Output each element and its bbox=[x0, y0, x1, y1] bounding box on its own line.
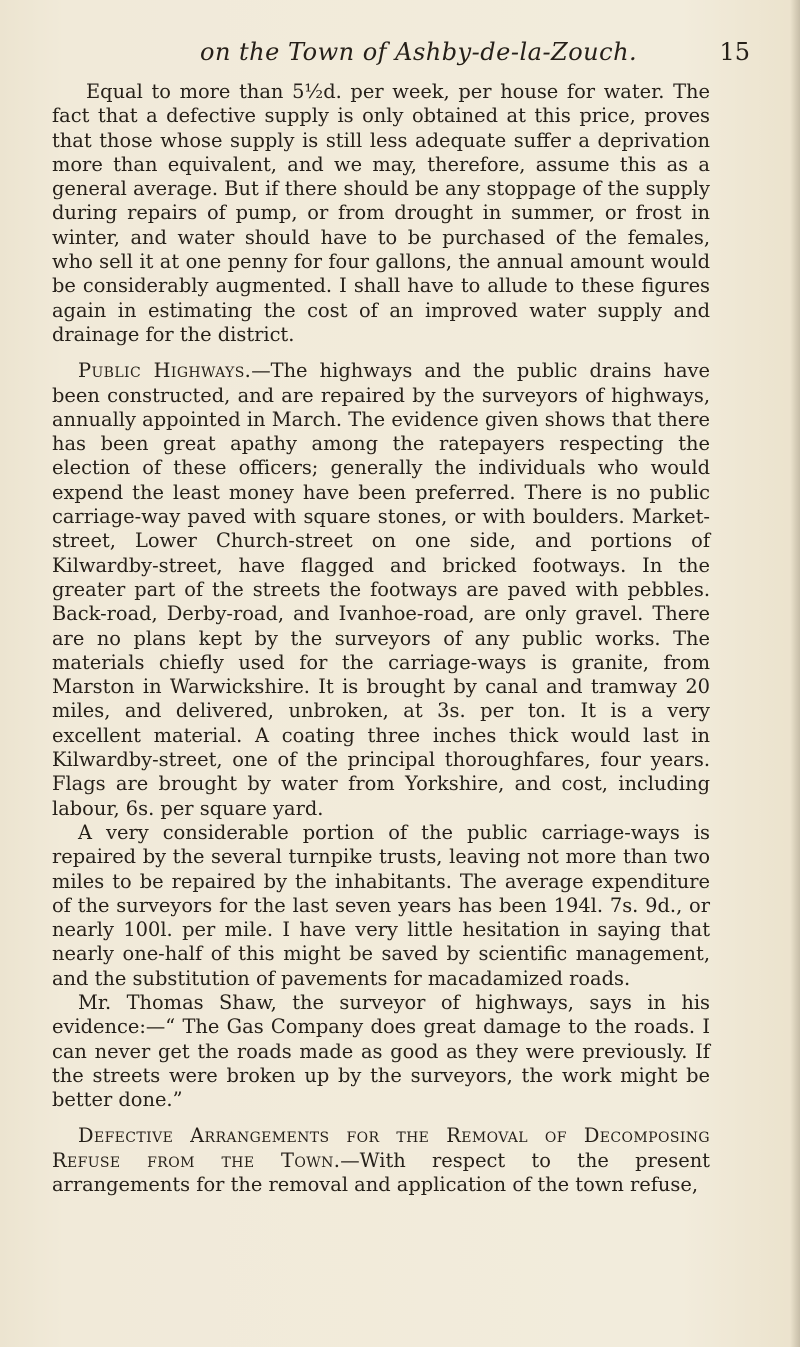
page-edge-shadow bbox=[790, 0, 800, 1347]
paragraph-text: Equal to more than 5½d. per week, per house for water. The fact that a defective supply is only obtained at this price, proves that those whose supply is still less adequate suffer a deprivation more than equivalent, and we may, therefore, assume this as a general average. But if there should be any stoppage of the supply during repairs of pump, or from drought in summer, or frost in winter, and water should have to be purchased of the females, who sell it at one penny for four gallons, the annual amount would be considerably augmented. I shall have to allude to these figures again in estimating the cost of an improved water supply and drainage for the district. bbox=[52, 80, 710, 346]
paragraph-shaw-evidence bbox=[52, 991, 710, 1112]
page-header bbox=[50, 30, 750, 70]
paragraph-refuse-removal bbox=[52, 1124, 710, 1197]
paragraph-text: Mr. Thomas Shaw, the surveyor of highways, says in his evidence:—“ The Gas Company does great damage to the roads. I can never get the roads made as good as they were previously. If the streets were broken up by the surveyors, the work might be better done.” bbox=[52, 990, 710, 1112]
paragraph-public-highways bbox=[52, 359, 710, 821]
paragraph-text: A very considerable portion of the public carriage-ways is repaired by the several turnpike trusts, leaving not more than two miles to be repaired by the inhabitants. The average expenditure of the surveyors for the last seven years has been 194l. 7s. 9d., or nearly 100l. per mile. I have very little hesitation in saying that nearly one-half of this might be saved by scientific management, and the substitution of pavements for macadamized roads. bbox=[52, 820, 710, 990]
running-title: on the Town of Ashby-de-la-Zouch. bbox=[200, 38, 638, 66]
body-text bbox=[52, 80, 710, 1197]
paragraph-text: —The highways and the public drains have been constructed, and are repaired by the surveyors of highways, annually appointed in March. The evidence given shows that there has been great apathy among the ratepayers respecting the election of these officers; generally the individuals who would expend the least money have been preferred. There is no public carriage-way paved with square stones, or with boulders. Market-street, Lower Church-street on one side, and portions of Kilwardby-street, have flagged and bricked footways. In the greater part of the streets the footways are paved with pebbles. Back-road, Derby-road, and Ivanhoe-road, are only gravel. There are no plans kept by the surveyors of any public works. The materials chiefly used for the carriage-ways is granite, from Marston in Warwickshire. It is brought by canal and tramway 20 miles, and delivered, unbroken, at 3s. per ton. It is a very excellent material. A coating three inches thick would last in Kilwardby-street, one of the principal thoroughfares, four years. Flags are brought by water from Yorkshire, and cost, including labour, 6s. per square yard. bbox=[52, 359, 710, 820]
page-number: 15 bbox=[719, 38, 750, 66]
paragraph-turnpike-trusts bbox=[52, 821, 710, 991]
section-heading: Defective Arrangements for the Removal of Decomposing Refuse from the Town. bbox=[52, 1124, 710, 1172]
paragraph-water-cost bbox=[52, 80, 710, 347]
section-heading: Public Highways. bbox=[78, 359, 252, 383]
paragraph-text: —With respect to the present arrangements for the removal and application of the town refuse, bbox=[52, 1148, 710, 1197]
